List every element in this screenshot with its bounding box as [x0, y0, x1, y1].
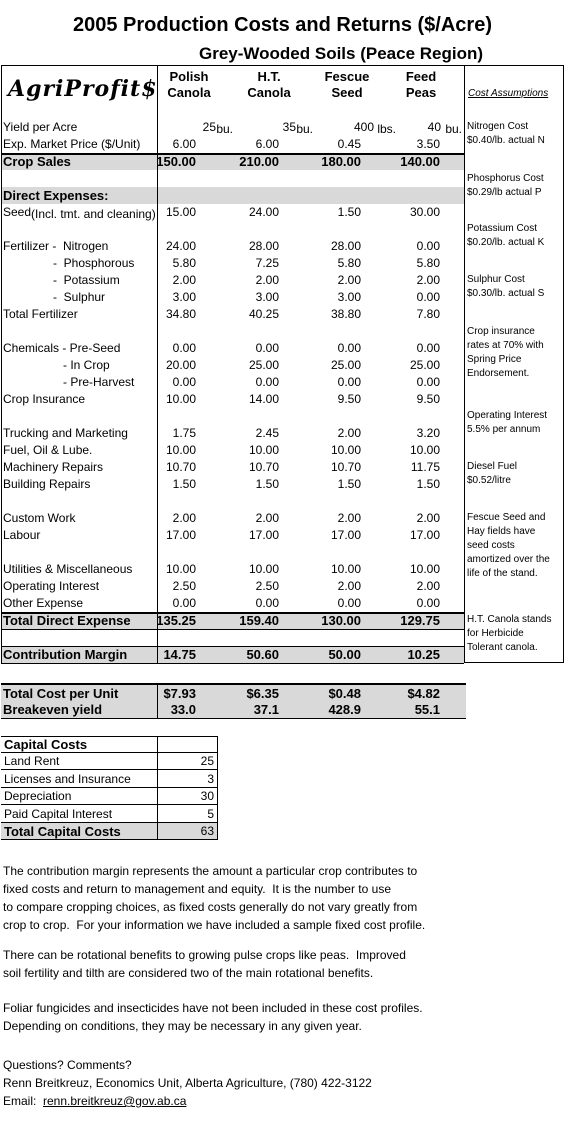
capital-costs-row — [1, 788, 218, 805]
cell: 2.00 — [337, 426, 361, 440]
cell: 2.00 — [416, 273, 440, 287]
cell: 0.00 — [337, 375, 361, 389]
cell: 10.00 — [165, 562, 196, 576]
cell: 35 — [282, 120, 296, 134]
cell: 0.00 — [416, 341, 440, 355]
cell: 0.00 — [416, 290, 440, 304]
row-label: Building Repairs — [3, 477, 91, 491]
cell: 40.25 — [248, 307, 279, 321]
cell: 3.50 — [416, 137, 440, 151]
cost-assumption-note: Sulphur Cost $0.30/lb. actual S — [467, 274, 545, 299]
cell: 50.60 — [246, 647, 279, 662]
cell: 0.00 — [172, 341, 196, 355]
cell: 3.00 — [172, 290, 196, 304]
cost-assumption-note: Operating Interest 5.5% per annum — [467, 410, 548, 435]
cell: 1.50 — [255, 477, 279, 491]
table-row — [0, 476, 462, 493]
cell: 38.80 — [330, 307, 361, 321]
cell: 25.00 — [409, 358, 440, 372]
column-divider — [157, 187, 158, 204]
row-label: Total Fertilizer — [3, 307, 78, 321]
row-label: Utilities & Miscellaneous — [3, 562, 133, 576]
capital-costs-row — [1, 771, 218, 788]
row-label: Breakeven yield — [3, 702, 103, 717]
column-divider — [464, 65, 465, 663]
table-row — [0, 425, 462, 442]
cell: 10.70 — [165, 460, 196, 474]
cell: 50.00 — [328, 647, 361, 662]
cell: $0.48 — [328, 686, 361, 701]
cell: 25.00 — [330, 358, 361, 372]
cell: 2.00 — [172, 273, 196, 287]
capital-costs-row — [1, 753, 218, 770]
column-divider — [157, 153, 158, 170]
row-border — [1, 663, 464, 664]
cell: 10.00 — [165, 443, 196, 457]
email-label: Email: — [3, 1094, 37, 1108]
cell: 0.00 — [172, 596, 196, 610]
cell: 10.00 — [409, 562, 440, 576]
contact-questions: Questions? Comments? — [3, 1058, 132, 1072]
cell: 3.20 — [416, 426, 440, 440]
cell: 1.50 — [337, 205, 361, 219]
cell: 140.00 — [400, 154, 440, 169]
column-header-ht-canola: H.T. Canola — [247, 69, 291, 100]
table-row-yield — [0, 119, 462, 136]
cost-assumption-note: Phosphorus Cost $0.29/lb actual P — [467, 173, 544, 198]
row-label: Depreciation — [4, 789, 72, 803]
row-label: Labour — [3, 528, 41, 542]
cell: $4.82 — [407, 686, 440, 701]
row-label: Operating Interest — [3, 579, 100, 593]
cell: 25 — [157, 752, 218, 769]
row-label: Chemicals - Pre-Seed — [3, 341, 121, 355]
row-label: Paid Capital Interest — [4, 806, 113, 821]
column-divider — [157, 646, 158, 663]
cell: 400 — [353, 120, 374, 134]
cell: 24.00 — [165, 239, 196, 253]
cell: 25.00 — [248, 358, 279, 372]
row-label: Yield per Acre — [3, 120, 78, 134]
cell: 2.50 — [255, 579, 279, 593]
unit: bu. — [445, 122, 462, 136]
row-label: Total Cost per Unit — [3, 686, 119, 701]
cell: 2.00 — [172, 511, 196, 525]
row-label: - Phosphorous — [3, 256, 135, 270]
cell: 2.00 — [255, 273, 279, 287]
table-row — [0, 340, 462, 357]
table-row — [0, 153, 462, 170]
capital-costs-total-row — [1, 823, 218, 840]
table-row — [0, 391, 462, 408]
summary-bottom-border — [1, 718, 466, 719]
cell: 11.75 — [410, 460, 440, 474]
summary-row — [0, 685, 462, 702]
cell: 2.00 — [337, 579, 361, 593]
cell: 33.0 — [170, 702, 196, 717]
cell: 20.00 — [165, 358, 196, 372]
cell: 17.00 — [165, 528, 196, 542]
cell: 135.25 — [156, 613, 196, 628]
row-label: - Pre-Harvest — [3, 375, 135, 389]
row-label: Contribution Margin — [3, 647, 128, 662]
cell: 0.00 — [416, 596, 440, 610]
cost-assumption-note: Nitrogen Cost $0.40/lb. actual N — [467, 121, 545, 146]
cell: 3 — [157, 770, 218, 787]
column-header-polish-canola: Polish Canola — [167, 69, 211, 100]
table-row — [0, 527, 462, 544]
cell: 0.00 — [255, 375, 279, 389]
cell: 10.00 — [248, 443, 279, 457]
row-label: Exp. Market Price ($/Unit) — [3, 137, 141, 151]
paragraph-foliar-fungicides: Foliar fungicides and insecticides have not been included in these cost profiles. Depending on conditions, they may be necessary in any given year. — [3, 1001, 423, 1033]
cell: 7.25 — [255, 256, 279, 270]
cell: 10.00 — [409, 443, 440, 457]
table-row — [0, 255, 462, 272]
cell: 0.00 — [337, 341, 361, 355]
paragraph-contribution-margin: The contribution margin represents the amount a particular crop contributes to fixed costs and return to management and equity. It is the number to use to compare cropping choices, as fixed costs generally do not vary greatly from crop to crop. For your information we have included a sample fixed cost profile. — [3, 864, 426, 932]
capital-costs-header: Capital Costs — [4, 737, 88, 752]
cell: 6.00 — [255, 137, 279, 151]
cost-assumption-note: Diesel Fuel $0.52/litre — [467, 461, 518, 486]
cell: 210.00 — [239, 154, 279, 169]
row-label: Seed — [3, 205, 32, 219]
cell: 10.00 — [330, 443, 361, 457]
table-row — [0, 561, 462, 578]
row-label: Crop Insurance — [3, 392, 86, 406]
table-row — [0, 187, 462, 204]
cell: 428.9 — [328, 702, 361, 717]
row-label: Custom Work — [3, 511, 76, 525]
contact-email-line — [3, 1092, 473, 1110]
cell: 17.00 — [409, 528, 440, 542]
cost-assumption-note: Potassium Cost $0.20/lb. actual K — [467, 223, 545, 248]
row-label: Fuel, Oil & Lube. — [3, 443, 93, 457]
cell: 10.25 — [407, 647, 440, 662]
row-label: Direct Expenses: — [3, 188, 109, 203]
cell: 180.00 — [321, 154, 361, 169]
cell: 28.00 — [248, 239, 279, 253]
cell: 0.00 — [255, 596, 279, 610]
row-label: Fertilizer - Nitrogen — [3, 239, 109, 253]
row-label: - Sulphur — [3, 290, 106, 304]
cell: 55.1 — [414, 702, 440, 717]
unit: bu. — [296, 122, 313, 136]
cost-assumption-note: Fescue Seed and Hay fields have seed costs amortized over the life of the stand. — [467, 512, 550, 579]
cell: 14.75 — [163, 647, 196, 662]
cell: 10.00 — [248, 562, 279, 576]
contact-name: Renn Breitkreuz, Economics Unit, Alberta Agriculture, (780) 422-3122 — [3, 1076, 372, 1090]
table-row — [0, 136, 462, 153]
cell: 3.00 — [255, 290, 279, 304]
table-row — [0, 374, 462, 391]
cell: 0.00 — [337, 596, 361, 610]
cell: 0.00 — [172, 375, 196, 389]
unit: lbs. — [377, 122, 396, 136]
cell: 6.00 — [172, 137, 196, 151]
cell: 37.1 — [253, 702, 279, 717]
cell: 9.50 — [337, 392, 361, 406]
cell: 0.00 — [416, 375, 440, 389]
cell: 5.80 — [416, 256, 440, 270]
column-header-feed-peas: Feed Peas — [405, 69, 437, 100]
cell: 5.80 — [337, 256, 361, 270]
cell: 2.00 — [255, 511, 279, 525]
column-divider — [157, 612, 158, 629]
cell: 2.00 — [416, 511, 440, 525]
cell: 150.00 — [156, 154, 196, 169]
cell: 1.50 — [337, 477, 361, 491]
cell: $7.93 — [163, 686, 196, 701]
row-label: Machinery Repairs — [3, 460, 104, 474]
table-row — [0, 357, 462, 374]
cell: 9.50 — [416, 392, 440, 406]
cell: 25 — [202, 120, 216, 134]
column-header-fescue-seed: Fescue Seed — [324, 69, 370, 100]
cell: 10.00 — [330, 562, 361, 576]
cell: 0.00 — [416, 239, 440, 253]
table-row — [0, 306, 462, 323]
table-row — [0, 612, 462, 629]
cell: 5.80 — [172, 256, 196, 270]
row-label: Land Rent — [4, 754, 60, 768]
cell: 24.00 — [248, 205, 279, 219]
cell: 28.00 — [330, 239, 361, 253]
page-subtitle: Grey-Wooded Soils (Peace Region) — [199, 44, 484, 63]
row-label: Licenses and Insurance — [4, 771, 131, 786]
row-label: - In Crop — [3, 358, 110, 372]
capital-costs-header-value-cell — [157, 736, 218, 753]
email-link[interactable]: renn.breitkreuz@gov.ab.ca — [43, 1094, 187, 1108]
table-row — [0, 442, 462, 459]
table-row — [0, 510, 462, 527]
cell: 2.45 — [255, 426, 279, 440]
paragraph-rotational-benefits: There can be rotational benefits to growing pulse crops like peas. Improved soil fertility and tilth are considered two of the main rotational benefits. — [3, 948, 406, 980]
page-title: 2005 Production Costs and Returns ($/Acre) — [73, 14, 492, 36]
cell: 159.40 — [239, 613, 279, 628]
row-label: Total Direct Expense — [3, 613, 131, 628]
table-row — [0, 646, 462, 663]
table-row — [0, 272, 462, 289]
cell: 0.45 — [337, 137, 361, 151]
row-label: Total Capital Costs — [4, 824, 121, 839]
row-label-note: (Incl. tmt. and cleaning) — [31, 207, 156, 221]
cell: $6.35 — [246, 686, 279, 701]
cell: 2.00 — [337, 511, 361, 525]
cell: 30.00 — [409, 205, 440, 219]
cell: 130.00 — [321, 613, 361, 628]
cell: 0.00 — [255, 341, 279, 355]
cell: 17.00 — [330, 528, 361, 542]
row-border — [1, 629, 464, 630]
capital-costs-row — [1, 806, 218, 823]
cell: 2.50 — [172, 579, 196, 593]
cell: 1.50 — [172, 477, 196, 491]
cell: 7.80 — [416, 307, 440, 321]
cell: 34.80 — [165, 307, 196, 321]
unit: bu. — [216, 122, 233, 136]
table-row — [0, 238, 462, 255]
table-row — [0, 459, 462, 476]
cell: 40 — [427, 120, 441, 134]
cell: 1.75 — [172, 426, 196, 440]
cell: 15.00 — [165, 205, 196, 219]
cell: 2.00 — [337, 273, 361, 287]
cell: 5 — [157, 805, 218, 822]
row-label: Other Expense — [3, 596, 84, 610]
cell: 10.00 — [165, 392, 196, 406]
table-row — [0, 595, 462, 612]
cell: 30 — [157, 787, 218, 804]
cell: 1.50 — [416, 477, 440, 491]
cell: 63 — [157, 822, 218, 839]
summary-row — [0, 701, 462, 718]
table-row — [0, 578, 462, 595]
table-row — [0, 289, 462, 306]
cost-assumption-note: H.T. Canola stands for Herbicide Tolerant canola. — [467, 614, 552, 653]
cell: 10.70 — [330, 460, 361, 474]
cell: 17.00 — [248, 528, 279, 542]
cell: 2.00 — [416, 579, 440, 593]
table-row — [0, 204, 462, 221]
cell: 14.00 — [248, 392, 279, 406]
agriprofit-logo: AgriProfit$ — [8, 76, 158, 102]
row-label: Crop Sales — [3, 154, 71, 169]
cell: 3.00 — [337, 290, 361, 304]
cost-assumptions-header: Cost Assumptions — [468, 88, 549, 99]
row-label: Trucking and Marketing — [3, 426, 128, 440]
cell: 10.70 — [248, 460, 279, 474]
cell: 129.75 — [400, 613, 440, 628]
row-label: - Potassium — [3, 273, 120, 287]
cost-assumption-note: Crop insurance rates at 70% with Spring Price Endorsement. — [467, 326, 544, 379]
